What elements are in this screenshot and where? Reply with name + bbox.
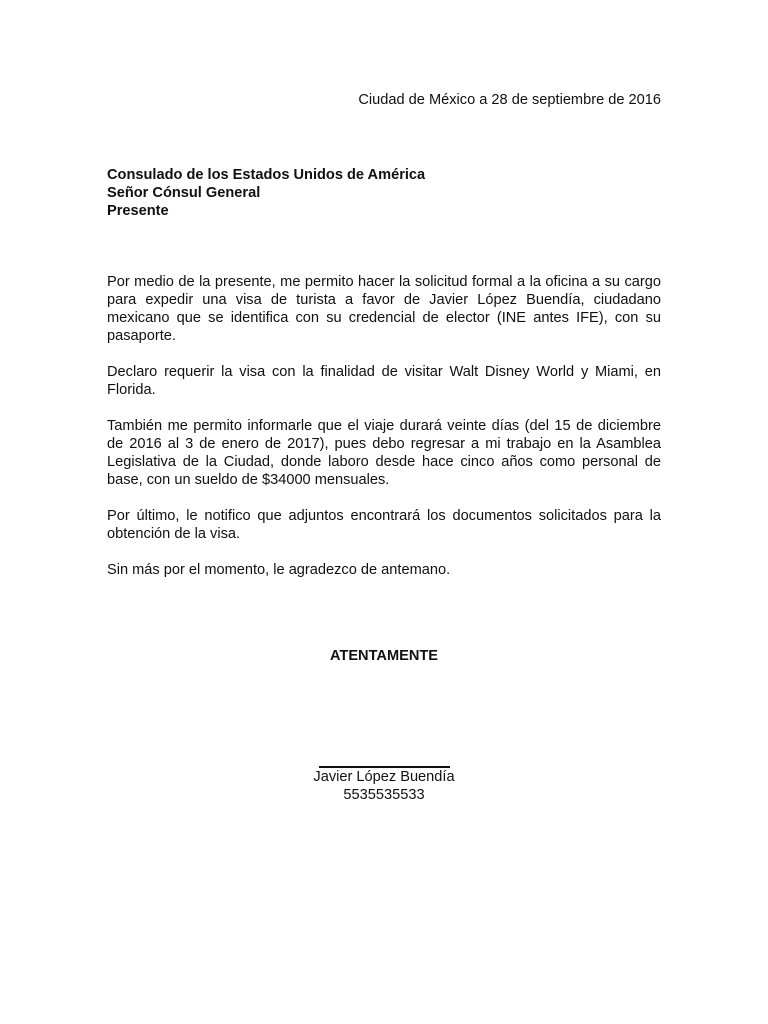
date-line: Ciudad de México a 28 de septiembre de 2016	[358, 92, 661, 108]
recipient-block	[107, 166, 425, 220]
signer-phone: 5535535533	[343, 787, 425, 803]
paragraph-attachments: Por último, le notifico que adjuntos encontrará los documentos solicitados para la obtención de la visa.	[107, 508, 661, 542]
paragraph-purpose: Declaro requerir la visa con la finalidad de visitar Walt Disney World y Miami, en Florida.	[107, 364, 661, 398]
signature-block	[0, 766, 768, 804]
paragraph-trip-details: También me permito informarle que el viaje durará veinte días (del 15 de diciembre de 2016 al 3 de enero de 2017), pues debo regresar a mi trabajo en la Asamblea Legislativa de la Ciudad, donde laboro desde hace cinco años como personal de base, con un sueldo de $34000 mensuales.	[107, 418, 661, 488]
paragraph-thanks: Sin más por el momento, le agradezco de antemano.	[107, 562, 451, 578]
paragraph-request: Por medio de la presente, me permito hacer la solicitud formal a la oficina a su cargo para expedir una visa de turista a favor de Javier López Buendía, ciudadano mexicano que se identifica con su credencial de elector (INE antes IFE), con su pasaporte.	[107, 274, 661, 344]
recipient-institution: Consulado de los Estados Unidos de América	[107, 167, 426, 183]
recipient-presente: Presente	[107, 203, 169, 219]
signer-name: Javier López Buendía	[313, 769, 455, 785]
closing-salutation: ATENTAMENTE	[329, 648, 439, 664]
recipient-title: Señor Cónsul General	[107, 185, 261, 201]
letter-body	[107, 273, 661, 597]
